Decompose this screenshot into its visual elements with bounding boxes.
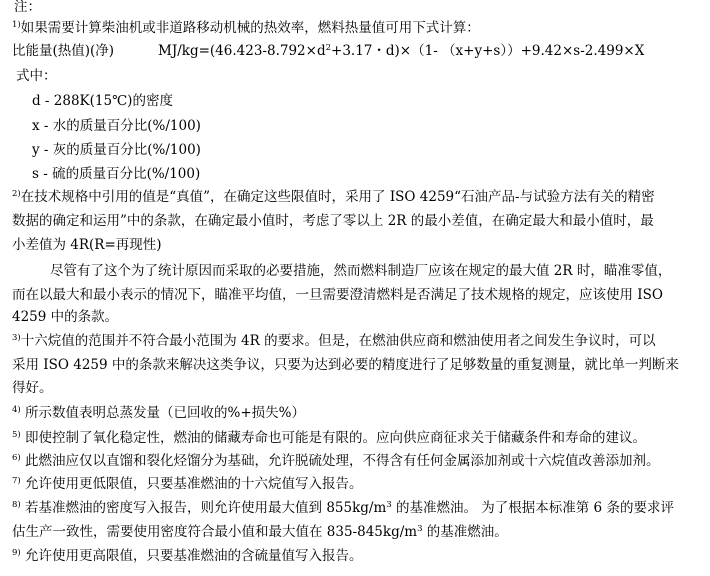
note-9-text: 允许使用更高限值，只要基准燃油的含硫量值写入报告。	[25, 548, 363, 564]
note-3-line-3: 得好。	[12, 380, 53, 396]
note-2-marker: 2)	[12, 189, 21, 199]
note-7	[12, 474, 363, 494]
note-6-text: 此燃油应仅以直馏和裂化烃馏分为基础，允许脱硫处理，不得含有任何金属添加剂或十六烷值改善添加剂。	[25, 453, 660, 469]
note-9-marker: 9)	[12, 548, 21, 558]
note-2-text-1: 在技术规格中引用的值是“真值”，在确定这些限值时，采用了 ISO 4259“石油产品-与试验方法有关的精密	[20, 189, 655, 205]
note-2-para-line-1: 尽管有了这个为了统计原因而采取的必要措施，然而燃料制造厂应该在规定的最大值 2R 时，瞄准零值，	[50, 263, 672, 279]
note-3-line-2: 采用 ISO 4259 中的条款来解决这类争议，只要为达到必要的精度进行了足够数量的重复测量，就比单一判断来	[12, 357, 679, 373]
note-4-marker: 4)	[12, 405, 21, 415]
note-2-line-2: 数据的确定和运用”中的条款，在确定最小值时，考虑了零以上 2R 的最小差值，在确定最大和最小值时，最	[12, 213, 654, 229]
note-8-exp-1: 3	[386, 500, 392, 510]
note-4	[12, 403, 305, 423]
note-6	[12, 451, 660, 471]
formula-exponent: 2	[325, 43, 332, 53]
note-8-text-1a: 若基准燃油的密度写入报告，则允许使用最大值到 855kg/m	[25, 500, 387, 516]
note-2-para-line-3: 4259 中的条款。	[12, 309, 119, 325]
note-6-marker: 6)	[12, 453, 21, 463]
note-3-marker: 3)	[12, 333, 21, 343]
note-8-text-2b: 的基准燃油。	[422, 524, 508, 540]
note-7-text: 允许使用更低限值，只要基准燃油的十六烷值写入报告。	[25, 476, 363, 492]
note-5-marker: 5)	[12, 430, 21, 440]
note-8-exp-2: 3	[417, 524, 423, 534]
note-8-marker: 8)	[12, 500, 21, 510]
note-8-text-2a: 估生产一致性，需要使用密度符合最小值和最大值在 835-845kg/m	[12, 524, 418, 540]
note-5-text: 即使控制了氧化稳定性，燃油的储藏寿命也可能是有限的。应向供应商征求关于储藏条件和寿命的建议。	[25, 430, 647, 446]
note-2-line-3: 小差值为 4R(R=再现性)	[12, 237, 162, 253]
formula-part-2: +3.17・d)×（1- （x+y+s））+9.42×s-2.499×X	[331, 43, 645, 59]
note-7-marker: 7)	[12, 476, 21, 486]
var-y: y - 灰的质量百分比(%/100)	[32, 142, 201, 158]
note-2-para-line-2: 而在以最大和最小表示的情况下，瞄准平均值，一旦需要澄清燃料是否满足了技术规格的规定，应该使用 ISO	[12, 287, 663, 303]
notes-heading: 注：	[14, 0, 41, 15]
note-1	[12, 18, 480, 38]
formula-part-1: MJ/kg=(46.423-8.792×d	[158, 43, 326, 59]
note-8-text-1b: 的基准燃油。 为了根据本标准第 6 条的要求评	[391, 500, 674, 516]
where-label: 式中：	[16, 68, 57, 84]
formula-label: 比能量(热值)(净)	[12, 43, 115, 59]
var-d: d - 288K(15℃)的密度	[32, 93, 173, 109]
note-1-text: 如果需要计算柴油机或非道路移动机械的热效率，燃料热量值可用下式计算：	[20, 20, 480, 36]
note-5	[12, 428, 646, 448]
note-1-marker: 1)	[12, 20, 21, 30]
var-s: s - 硫的质量百分比(%/100)	[32, 166, 201, 182]
note-3-line-1	[12, 331, 656, 351]
formula-expression	[158, 41, 644, 61]
note-9	[12, 546, 363, 566]
note-3-text-1: 十六烷值的范围并不符合最小范围为 4R 的要求。但是，在燃油供应商和燃油使用者之间发生争议时，可以	[20, 333, 656, 349]
var-x: x - 水的质量百分比(%/100)	[32, 118, 201, 134]
note-4-text: 所示数值表明总蒸发量（已回收的%+损失%）	[25, 405, 305, 421]
note-2-line-1	[12, 187, 655, 207]
note-8-line-2	[12, 522, 508, 542]
note-8-line-1	[12, 498, 674, 518]
